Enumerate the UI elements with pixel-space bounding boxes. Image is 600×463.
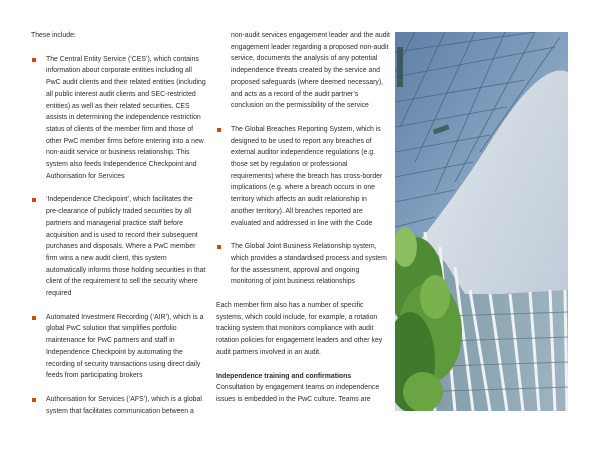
building-facade-photo — [395, 32, 568, 411]
list-item — [216, 124, 391, 229]
list-item-text: Authorisation for Services (‘AFS’), which is a global system that facilitates communication between a — [46, 395, 202, 415]
middle-column — [216, 30, 391, 406]
square-bullet-icon — [217, 128, 221, 132]
list-item — [31, 194, 206, 299]
window-dark — [397, 47, 403, 87]
list-item — [31, 54, 206, 183]
square-bullet-icon — [32, 58, 36, 62]
list-item-text: Automated Investment Recording (‘AIR’), which is a global PwC solution that simplifies portfolio maintenance for PwC partners and staff in Independence Checkpoint by automating the recording of security transactions using direct daily feeds from participating brokers — [46, 313, 204, 380]
photo-illustration — [395, 32, 568, 411]
section-heading: Independence training and confirmations — [216, 372, 352, 380]
intro-text: These include: — [31, 32, 76, 39]
section-text: Consultation by engagement teams on independence issues is embedded in the PwC culture. Teams are — [216, 384, 380, 403]
list-item-text: The Global Breaches Reporting System, which is designed to be used to report any breaches of external auditor independence regulations (e.g. those set by regulation or professional requirements) where the breach has cross-border implications (e.g. where a breach occurs in one territory which affects an audit relationship in another territory). All breaches reported are evaluated and addressed in line with the Code — [231, 125, 383, 227]
left-column — [31, 30, 206, 429]
systems-list — [31, 54, 206, 418]
list-item-text: ‘Independence Checkpoint’, which facilitates the pre-clearance of publicly traded securities by all partners and managerial practice staff before acquisition and is used to record their subsequent purchases and disposals. Where a PwC member firm wins a new audit client, this system automatically informs those holding securities in that client of the requirement to sell the security where required — [46, 196, 206, 298]
list-item-text: The Central Entity Service (‘CES’), which contains information about corporate entities including all PwC audit clients and their related entities (including all public interest audit clients and SEC-restricted entities) as well as their related securities. CES assists in determining the independence restriction status of clients of the member firm and those of other PwC member firms before entering into a new non-audit service or business relationship. This system also feeds Independence Checkpoint and Authorisation for Services — [46, 55, 206, 180]
list-item-continuation: non-audit services engagement leader and the audit engagement leader regarding a proposed non-audit service, documents the analysis of any potential independence threats created by the service and proposed safeguards (where deemed necessary), and acts as a record of the audit partner’s conclusion on the permissibility of the service — [231, 32, 390, 110]
square-bullet-icon — [217, 245, 221, 249]
square-bullet-icon — [32, 398, 36, 402]
systems-list-continued — [216, 124, 391, 288]
square-bullet-icon — [32, 198, 36, 202]
body-paragraph: Each member firm also has a number of specific systems, which could include, for example, a rotation tracking system that monitors compliance with audit rotation policies for engagement leaders and other key audit partners involved in an audit. — [216, 302, 383, 356]
square-bullet-icon — [32, 316, 36, 320]
list-item-text: The Global Joint Business Relationship system, which provides a standardised process and system for the assessment, approval and ongoing monitoring of joint business relationships — [231, 243, 387, 286]
list-item — [216, 241, 391, 288]
list-item — [31, 312, 206, 382]
list-item — [31, 394, 206, 417]
